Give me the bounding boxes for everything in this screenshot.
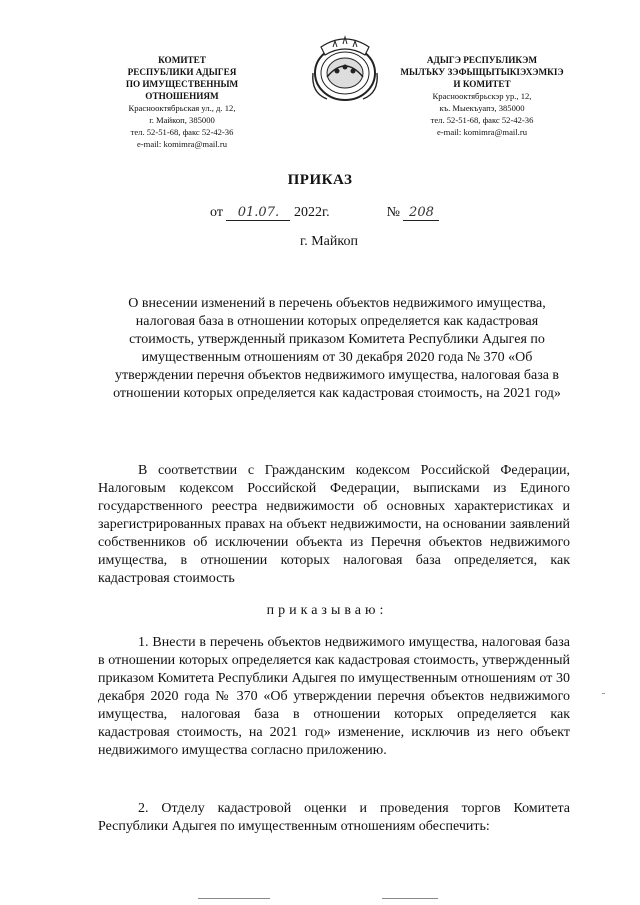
document-title: ПРИКАЗ <box>287 172 353 188</box>
email-ady-line: e-mail: komimra@mail.ru <box>436 127 527 137</box>
preamble-paragraph: В соответствии с Гражданским кодексом Российской Федерации, Налоговым кодексом Российской Федерации, выписками из Единого государственного реестра недвижимости об основных характеристиках и зарегистрированных правах на объект недвижимости, на основании заявлений собственников об исключении объекта из Перечня объектов недвижимого имущества, в отношении которых налоговая база определяется, как кадастровая стоимость <box>98 463 570 586</box>
order-subject: О внесении изменений в перечень объектов недвижимого имущества, налоговая база в отношении которых определяется как кадастровая стоимость, утвержденный приказом Комитета Республики Адыгея по имущественным отношениям от 30 декабря 2020 года № 370 «Об утверждении перечня объектов недвижимого имущества, налоговая база в отношении которых определяется как кадастровая стоимость, на 2021 год» <box>113 296 561 401</box>
address-line2: г. Майкоп, 385000 <box>149 115 215 125</box>
city: г. Майкоп <box>300 234 358 249</box>
header-right <box>382 54 582 138</box>
footer-line-left <box>198 898 270 899</box>
org-name-ady-line1: АДЫГЭ РЕСПУБЛИКЭМ <box>426 55 538 65</box>
org-name-line1: КОМИТЕТ <box>158 55 206 65</box>
handwritten-number: 208 <box>409 205 434 220</box>
org-name-line2: РЕСПУБЛИКИ АДЫГЕЯ <box>127 67 237 77</box>
header-left <box>88 54 276 150</box>
address-ady-line2: къ. Мыекъуапэ, 385000 <box>439 103 525 113</box>
margin-mark <box>602 693 605 694</box>
number-sign: № <box>386 205 400 220</box>
order-word: приказываю: <box>266 603 388 618</box>
address-ady-line1: Краснооктябрьскэр ур., 12, <box>432 91 532 101</box>
footer-line-right <box>382 898 438 899</box>
item-2-paragraph: 2. Отделу кадастровой оценки и проведения торгов Комитета Республики Адыгея по имущественным отношениям обеспечить: <box>98 801 570 834</box>
date-year: 2022г. <box>293 205 330 220</box>
item-1-paragraph: 1. Внести в перечень объектов недвижимого имущества, налоговая база в отношении которых определяется как кадастровая стоимость, утвержденный приказом Комитета Республики Адыгея по имущественным отношениям от 30 декабря 2020 года № 370 «Об утверждении перечня объектов недвижимого имущества, налоговая база в отношении которых определяется как кадастровая стоимость, на 2021 год» изменение, исключив из него объект недвижимого имущества согласно приложению. <box>98 635 570 758</box>
org-name-ady-line2: МЫЛЪКУ ЗЭФЫЩЫТЫКІЭХЭМКІЭ <box>400 67 564 77</box>
phone-ady-line: тел. 52-51-68, факс 52-42-36 <box>430 115 534 125</box>
handwritten-date: 01.07. <box>237 205 280 220</box>
email-line: e-mail: komimra@mail.ru <box>136 139 227 149</box>
emblem-icon <box>307 33 383 103</box>
address-line1: Краснооктябрьская ул., д. 12, <box>128 103 236 113</box>
org-name-ady-line3: И КОМИТЕТ <box>453 79 511 89</box>
org-name-line3: ПО ИМУЩЕСТВЕННЫМ ОТНОШЕНИЯМ <box>125 79 239 101</box>
date-number-line <box>210 205 439 221</box>
date-prefix: от <box>210 205 223 220</box>
phone-line: тел. 52-51-68, факс 52-42-36 <box>130 127 234 137</box>
